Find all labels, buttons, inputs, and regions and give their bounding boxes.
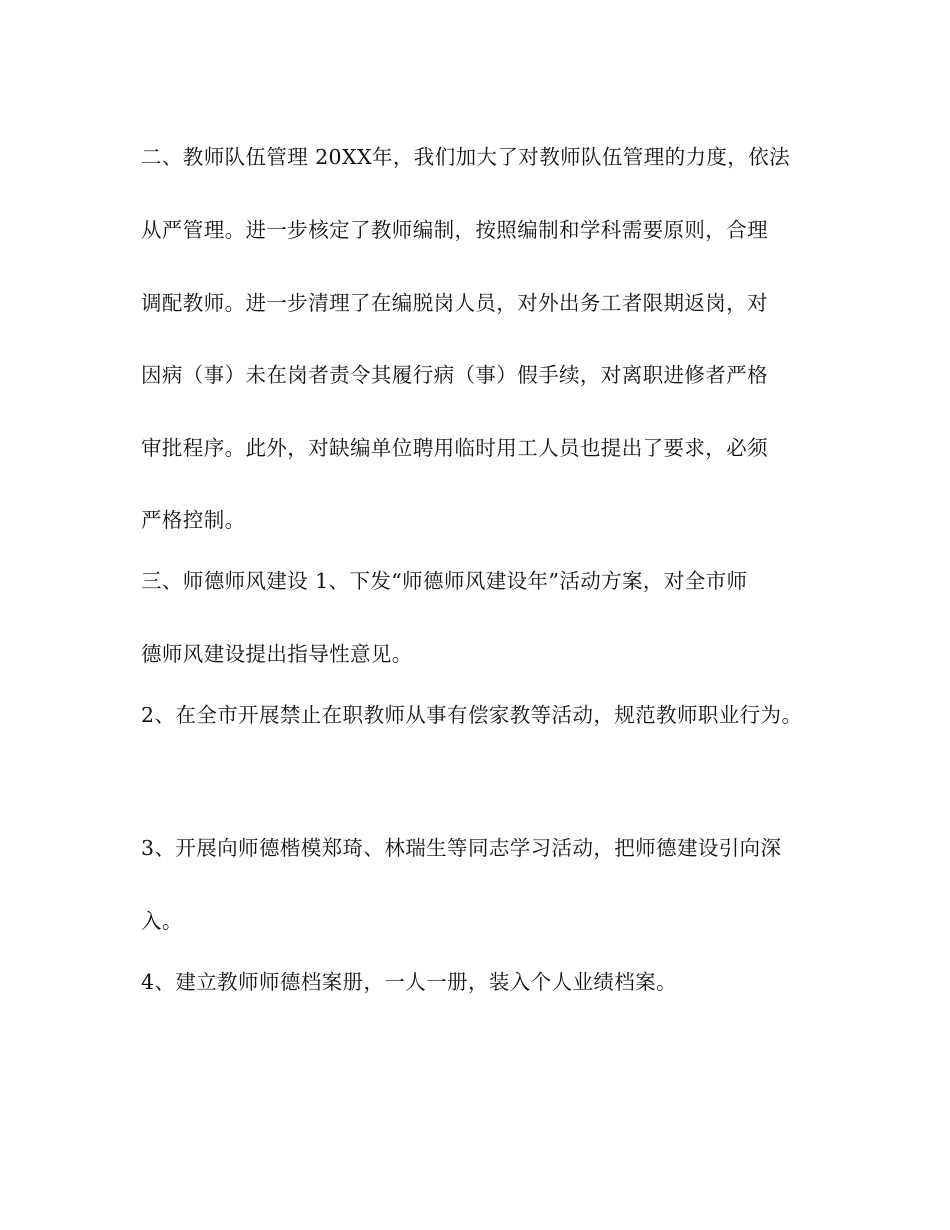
item-3-line-2: 入。 [141, 909, 183, 933]
section-2-line-4: 因病（事）未在岗者责令其履行病（事）假手续，对离职进修者严格 [141, 363, 768, 387]
item-3-line-1: 3、开展向师德楷模郑琦、林瑞生等同志学习活动，把师德建设引向深 [141, 836, 782, 860]
section-2-line-1: 二、教师队伍管理 20XX年，我们加大了对教师队伍管理的力度，依法 [141, 145, 790, 169]
section-2-line-6: 严格控制。 [141, 508, 246, 532]
section-2-line-2: 从严管理。进一步核定了教师编制，按照编制和学科需要原则，合理 [141, 218, 768, 242]
section-3-line-2: 德师风建设提出指导性意见。 [141, 642, 413, 666]
section-2-line-3: 调配教师。进一步清理了在编脱岗人员，对外出务工者限期返岗，对 [141, 291, 768, 315]
section-2-line-5: 审批程序。此外，对缺编单位聘用临时用工人员也提出了要求，必须 [141, 436, 768, 460]
item-2-line: 2、在全市开展禁止在职教师从事有偿家教等活动，规范教师职业行为。 [141, 703, 803, 727]
item-4-line: 4、建立教师师德档案册，一人一册，装入个人业绩档案。 [141, 970, 677, 994]
section-3-line-1: 三、师德师风建设 1、下发“师德师风建设年”活动方案，对全市师 [141, 569, 748, 593]
